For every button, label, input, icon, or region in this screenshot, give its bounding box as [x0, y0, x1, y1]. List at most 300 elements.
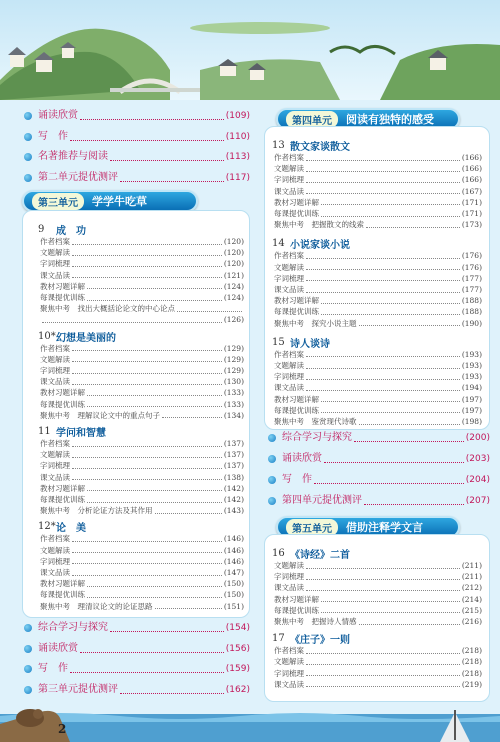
dot-leader: [306, 563, 460, 569]
bullet-icon: [24, 665, 32, 673]
lesson-subitem[interactable]: [274, 560, 482, 571]
subitem-label: 每课提优训练: [274, 209, 319, 218]
lesson-number: 14: [272, 238, 285, 250]
dot-leader: [306, 574, 460, 580]
lesson-subitem[interactable]: [274, 250, 482, 261]
subitem-label: 文题解读: [274, 657, 304, 667]
lesson-number: 10*: [38, 330, 56, 342]
dot-leader: [324, 455, 464, 463]
subitem-label: 课文品读: [274, 186, 304, 196]
subitem-page: (193): [461, 349, 482, 359]
subitem-label: 每课提优训练: [274, 605, 319, 615]
dot-leader: [306, 155, 460, 161]
lesson-title: 小说家谈小说: [290, 240, 350, 252]
subitem-label: 聚焦中考 理解议论文中的重点句子: [40, 410, 160, 420]
subitem-page: (216): [461, 617, 482, 626]
lesson-subitem[interactable]: [274, 163, 482, 174]
toc-item-page: (113): [225, 152, 250, 162]
dot-leader: [306, 670, 460, 676]
lesson-subitem[interactable]: [40, 460, 244, 471]
unit3-theme: 学学牛吃草: [92, 195, 147, 208]
dot-leader: [306, 177, 460, 183]
toc-item-page: (110): [225, 131, 250, 142]
toc-item[interactable]: [24, 149, 250, 165]
subitem-page: (215): [461, 605, 482, 615]
bullet-icon: [268, 434, 276, 442]
subitem-page: (124): [223, 281, 244, 291]
subitem-label: 聚焦中考 鉴赏现代诗歌: [274, 417, 357, 426]
dot-leader: [72, 356, 222, 362]
subitem-label: 每课提优训练: [274, 405, 319, 415]
subitem-label: 字词梳理: [40, 556, 70, 566]
dot-leader: [321, 407, 460, 413]
lesson-number: 9: [38, 224, 45, 235]
dot-leader: [42, 317, 222, 323]
lesson-subitem[interactable]: [274, 219, 482, 230]
subitem-label: 文题解读: [274, 361, 304, 370]
subitem-page: (190): [461, 318, 482, 328]
dot-leader: [87, 401, 222, 407]
lesson-subitem[interactable]: [40, 314, 244, 325]
subitem-page: (134): [223, 410, 244, 420]
toc-item[interactable]: [24, 170, 250, 186]
dot-leader: [359, 320, 460, 326]
dot-leader: [72, 239, 222, 245]
toc-item[interactable]: [24, 620, 250, 636]
lesson-subitem[interactable]: [274, 656, 482, 667]
lesson-subitem[interactable]: [40, 387, 244, 398]
lesson-subitem[interactable]: [274, 594, 482, 605]
bullet-icon: [24, 153, 32, 161]
toc-item-label: 诵读欣赏: [38, 110, 78, 121]
subitem-page: (142): [223, 495, 244, 504]
toc-item[interactable]: [268, 451, 490, 467]
subitem-label: 每课提优训练: [40, 399, 85, 409]
lesson-subitem[interactable]: [274, 349, 482, 360]
lesson-subitem[interactable]: [274, 197, 482, 208]
subitem-page: (193): [461, 372, 482, 382]
subitem-page: (129): [223, 343, 244, 353]
toc-item-page: (162): [225, 684, 250, 695]
subitem-page: (219): [461, 679, 482, 689]
dot-leader: [72, 261, 222, 267]
toc-item[interactable]: [24, 129, 250, 145]
lesson-subitem[interactable]: [274, 186, 482, 197]
subitem-page: (194): [461, 383, 482, 393]
lesson-title: 成 功: [56, 226, 86, 237]
lesson-subitem[interactable]: [274, 152, 482, 163]
toc-item[interactable]: [268, 493, 490, 509]
unit3-banner: [22, 190, 198, 212]
toc-item-label: 诵读欣赏: [282, 453, 322, 464]
subitem-page: (137): [223, 450, 244, 460]
subitem-label: 教材习题详解: [274, 197, 319, 207]
lesson-subitem[interactable]: [274, 645, 482, 656]
lesson-subitem[interactable]: [40, 601, 244, 612]
subitem-label: 文题解读: [40, 545, 70, 555]
lesson-subitem[interactable]: [274, 306, 482, 317]
subitem-page: (137): [223, 461, 244, 471]
bullet-icon: [24, 686, 32, 694]
dot-leader: [321, 396, 460, 402]
subitem-page: (146): [223, 534, 244, 544]
lesson-subitem[interactable]: [40, 343, 244, 354]
lesson-number: 11: [38, 426, 51, 437]
dot-leader: [306, 188, 460, 194]
lesson-subitem[interactable]: [274, 208, 482, 219]
subitem-label: 课文品读: [274, 383, 304, 393]
lesson-heading[interactable]: [38, 519, 246, 534]
lesson-title: 散文家谈散文: [290, 142, 350, 153]
lesson-subitem[interactable]: [40, 399, 244, 410]
lesson-subitem[interactable]: [40, 376, 244, 387]
unit4-theme: 阅读有独特的感受: [346, 113, 434, 126]
subitem-label: 作者档案: [274, 349, 304, 359]
dot-leader: [321, 596, 460, 602]
subitem-page: (171): [461, 209, 482, 218]
toc-item-label: 第三单元提优测评: [38, 683, 118, 695]
dot-leader: [110, 624, 224, 632]
subitem-label: 教材习题详解: [40, 483, 85, 493]
toc-item-page: (156): [225, 643, 250, 654]
toc-item-label: 综合学习与探究: [282, 432, 352, 443]
dot-leader: [306, 659, 460, 665]
dot-leader: [306, 681, 460, 687]
dot-leader: [306, 253, 460, 259]
lesson-subitem[interactable]: [274, 284, 482, 295]
subitem-page: (188): [461, 296, 482, 306]
lesson-heading[interactable]: [38, 424, 246, 439]
subitem-page: (143): [223, 506, 244, 516]
dot-leader: [72, 536, 222, 542]
dot-leader: [87, 497, 222, 503]
subitem-page: (198): [461, 417, 482, 426]
unit5-theme: 借助注释学文言: [346, 521, 423, 534]
subitem-label: 每课提优训练: [274, 307, 319, 317]
page-number: 2: [58, 722, 67, 736]
subitem-label: 字词梳理: [274, 668, 304, 678]
lesson-subitem[interactable]: [274, 394, 482, 405]
dot-leader: [321, 298, 460, 304]
dot-leader: [155, 603, 222, 609]
lesson-number: 13: [272, 140, 285, 151]
toc-item-page: (200): [465, 433, 490, 443]
dot-leader: [70, 665, 224, 673]
subitem-page: (146): [223, 545, 244, 555]
dot-leader: [72, 463, 222, 469]
subitem-page: (211): [461, 572, 482, 582]
subitem-label: 聚焦中考 分析论证方法及其作用: [40, 506, 153, 516]
lesson-number: 12*: [38, 521, 56, 533]
toc-item-label: 第二单元提优测评: [38, 171, 118, 183]
toc-item[interactable]: [24, 641, 250, 657]
dot-leader: [366, 222, 460, 228]
dot-leader: [321, 199, 460, 205]
subitem-page: (212): [461, 583, 482, 593]
dot-leader: [359, 419, 460, 425]
lesson-subitem[interactable]: [40, 545, 244, 556]
subitem-page: (218): [461, 657, 482, 667]
dot-leader: [354, 434, 464, 442]
subitem-page: (176): [461, 262, 482, 272]
dot-leader: [110, 153, 224, 161]
lesson-subitem[interactable]: [274, 582, 482, 593]
subitem-page: (166): [461, 164, 482, 174]
dot-leader: [120, 686, 224, 694]
toc-item-page: (109): [225, 111, 250, 121]
subitem-page: (150): [223, 579, 244, 589]
dot-leader: [306, 585, 460, 591]
dot-leader: [72, 345, 222, 351]
subitem-page: (173): [461, 220, 482, 230]
unit5-number: 第五单元: [286, 519, 338, 536]
subitem-page: (188): [461, 307, 482, 317]
lesson-heading[interactable]: [272, 335, 484, 350]
subitem-page: (137): [223, 439, 244, 448]
lesson-subitem[interactable]: [274, 262, 482, 273]
bullet-icon: [24, 133, 32, 141]
toc-item-label: 写 作: [38, 663, 68, 674]
lesson-heading[interactable]: [272, 546, 484, 561]
subitem-label: 教材习题详解: [274, 594, 319, 604]
subitem-label: 每课提优训练: [40, 293, 85, 302]
subitem-page: (130): [223, 377, 244, 387]
subitem-label: 作者档案: [274, 251, 304, 261]
lesson-title: 学问和智慧: [56, 428, 106, 439]
subitem-label: 字词梳理: [274, 175, 304, 185]
lesson-subitem[interactable]: [40, 365, 244, 376]
subitem-label: 聚焦中考 把握诗人情感: [274, 617, 357, 626]
lesson-subitem[interactable]: [274, 405, 482, 416]
lesson-subitem[interactable]: [274, 616, 482, 627]
lesson-subitem[interactable]: [274, 416, 482, 427]
dot-leader: [306, 363, 460, 369]
bullet-icon: [268, 476, 276, 484]
lesson-subitem[interactable]: [274, 679, 482, 690]
dot-leader: [306, 287, 460, 293]
lesson-title: 《诗经》二首: [290, 550, 350, 561]
subitem-label: 课文品读: [40, 472, 70, 482]
lesson-subitem[interactable]: [40, 303, 244, 314]
subitem-label: 课文品读: [274, 583, 304, 593]
subitem-label: 每课提优训练: [40, 495, 85, 504]
subitem-label: 字词梳理: [274, 572, 304, 582]
subitem-page: (133): [223, 399, 244, 409]
subitem-page: (129): [223, 354, 244, 364]
lesson-subitem[interactable]: [40, 247, 244, 258]
footer-illustration: [0, 694, 500, 742]
dot-leader: [321, 211, 460, 217]
lesson-subitem[interactable]: [274, 571, 482, 582]
toc-item-label: 写 作: [38, 130, 68, 142]
dot-leader: [306, 648, 460, 654]
subitem-label: 字词梳理: [274, 273, 304, 283]
subitem-page: (193): [461, 361, 482, 370]
subitem-label: 字词梳理: [40, 366, 70, 375]
subitem-page: (120): [223, 237, 244, 246]
subitem-label: 聚焦中考 理清议论文的论证思路: [40, 601, 153, 611]
dot-leader: [359, 619, 460, 625]
dot-leader: [72, 272, 222, 278]
lesson-subitem[interactable]: [40, 354, 244, 365]
dot-leader: [72, 558, 222, 564]
lesson-number: 15: [272, 336, 285, 348]
lesson-subitem[interactable]: [40, 533, 244, 544]
subitem-page: (218): [461, 646, 482, 656]
lesson-subitem[interactable]: [274, 174, 482, 185]
subitem-page: (177): [461, 273, 482, 283]
unit4-number: 第四单元: [286, 111, 338, 128]
lesson-title: 幻想是美丽的: [56, 332, 116, 344]
subitem-page: (218): [461, 668, 482, 678]
subitem-label: 聚焦中考 把握散文的线索: [274, 220, 364, 230]
dot-leader: [80, 112, 224, 120]
subitem-page: (167): [461, 186, 482, 196]
lesson-subitem[interactable]: [40, 505, 244, 516]
dot-leader: [155, 508, 222, 514]
dot-leader: [72, 250, 222, 256]
bullet-icon: [24, 112, 32, 120]
lesson-subitem[interactable]: [274, 318, 482, 329]
subitem-label: 作者档案: [40, 343, 70, 353]
toc-item[interactable]: [24, 108, 250, 124]
subitem-label: 课文品读: [40, 270, 70, 280]
lesson-number: 16: [272, 548, 285, 559]
lesson-number: 17: [272, 633, 285, 645]
subitem-page: (176): [461, 251, 482, 261]
subitem-page: (138): [223, 472, 244, 482]
subitem-page: (121): [223, 270, 244, 280]
subitem-label: 字词梳理: [40, 259, 70, 269]
subitem-page: (150): [223, 590, 244, 600]
toc-item-page: (117): [225, 172, 250, 183]
dot-leader: [87, 390, 222, 396]
toc-item-label: 诵读欣赏: [38, 642, 78, 654]
lesson-subitem[interactable]: [40, 578, 244, 589]
subitem-label: 课文品读: [40, 377, 70, 387]
lesson-subitem[interactable]: [40, 449, 244, 460]
lesson-subitem[interactable]: [40, 589, 244, 600]
subitem-label: 作者档案: [40, 237, 70, 246]
subitem-label: 课文品读: [40, 568, 70, 577]
bullet-icon: [24, 645, 32, 653]
subitem-page: (177): [461, 285, 482, 294]
subitem-page: (133): [223, 388, 244, 398]
subitem-label: 文题解读: [274, 164, 304, 174]
subitem-label: 文题解读: [40, 354, 70, 364]
subitem-page: (124): [223, 293, 244, 302]
subitem-label: 教材习题详解: [274, 296, 319, 306]
dot-leader: [72, 452, 222, 458]
subitem-label: 作者档案: [40, 439, 70, 448]
lesson-subitem[interactable]: [40, 494, 244, 505]
bullet-icon: [268, 455, 276, 463]
lesson-subitem[interactable]: [40, 556, 244, 567]
toc-item[interactable]: [268, 472, 490, 488]
subitem-label: 聚焦中考 探究小说主题: [274, 318, 357, 328]
lesson-subitem[interactable]: [40, 567, 244, 578]
dot-leader: [306, 264, 460, 270]
dot-leader: [87, 283, 222, 289]
lesson-subitem[interactable]: [40, 236, 244, 247]
dot-leader: [321, 309, 460, 315]
lesson-subitem[interactable]: [274, 371, 482, 382]
dot-leader: [306, 374, 460, 380]
dot-leader: [72, 379, 222, 385]
lesson-subitem[interactable]: [40, 258, 244, 269]
toc-item[interactable]: [24, 661, 250, 677]
toc-item-page: (203): [465, 454, 490, 464]
subitem-page: (146): [223, 556, 244, 566]
lesson-subitem[interactable]: [40, 438, 244, 449]
dot-leader: [70, 133, 224, 141]
dot-leader: [72, 547, 222, 553]
dot-leader: [72, 368, 222, 374]
lesson-heading[interactable]: [38, 329, 246, 344]
subitem-label: 每课提优训练: [40, 590, 85, 600]
dot-leader: [306, 351, 460, 357]
toc-item-page: (204): [465, 475, 490, 485]
subitem-page: (197): [461, 405, 482, 415]
lesson-heading[interactable]: [272, 138, 484, 153]
toc-item-label: 综合学习与探究: [38, 622, 108, 633]
lesson-title: 论 美: [56, 523, 86, 535]
lesson-subitem[interactable]: [40, 292, 244, 303]
subitem-page: (142): [223, 483, 244, 493]
bullet-icon: [268, 497, 276, 505]
toc-item-page: (159): [225, 664, 250, 674]
lesson-heading[interactable]: [272, 631, 484, 646]
dot-leader: [314, 476, 464, 484]
subitem-label: 字词梳理: [274, 372, 304, 382]
subitem-page: (120): [223, 259, 244, 269]
toc-item[interactable]: [268, 430, 490, 446]
header-illustration: [0, 0, 500, 100]
subitem-page: (166): [461, 175, 482, 185]
toc-item-label: 名著推荐与阅读: [38, 151, 108, 162]
dot-leader: [162, 412, 222, 418]
lesson-subitem[interactable]: [274, 295, 482, 306]
subitem-page: (211): [461, 561, 482, 570]
lesson-title: 诗人谈诗: [290, 338, 330, 350]
lesson-subitem[interactable]: [40, 410, 244, 421]
lesson-subitem[interactable]: [40, 483, 244, 494]
lesson-subitem[interactable]: [40, 281, 244, 292]
subitem-label: 课文品读: [274, 679, 304, 689]
subitem-page: (166): [461, 153, 482, 162]
lesson-subitem[interactable]: [274, 382, 482, 393]
lesson-subitem[interactable]: [40, 270, 244, 281]
subitem-label: 教材习题详解: [40, 281, 85, 291]
toc-item-label: 写 作: [282, 474, 312, 485]
subitem-label: 文题解读: [274, 262, 304, 272]
toc-item-label: 第四单元提优测评: [282, 495, 362, 506]
subitem-page: (120): [223, 248, 244, 258]
lesson-title: 《庄子》一则: [290, 635, 350, 647]
subitem-page: (214): [461, 594, 482, 604]
subitem-page: (126): [223, 315, 244, 325]
lesson-subitem[interactable]: [40, 472, 244, 483]
lesson-subitem[interactable]: [274, 668, 482, 679]
lesson-subitem[interactable]: [274, 360, 482, 371]
subitem-label: 课文品读: [274, 285, 304, 294]
lesson-heading[interactable]: [272, 236, 484, 251]
subitem-label: 作者档案: [274, 153, 304, 162]
lesson-heading[interactable]: [38, 222, 246, 237]
lesson-subitem[interactable]: [274, 273, 482, 284]
toc-item-page: (154): [225, 623, 250, 633]
lesson-subitem[interactable]: [274, 605, 482, 616]
